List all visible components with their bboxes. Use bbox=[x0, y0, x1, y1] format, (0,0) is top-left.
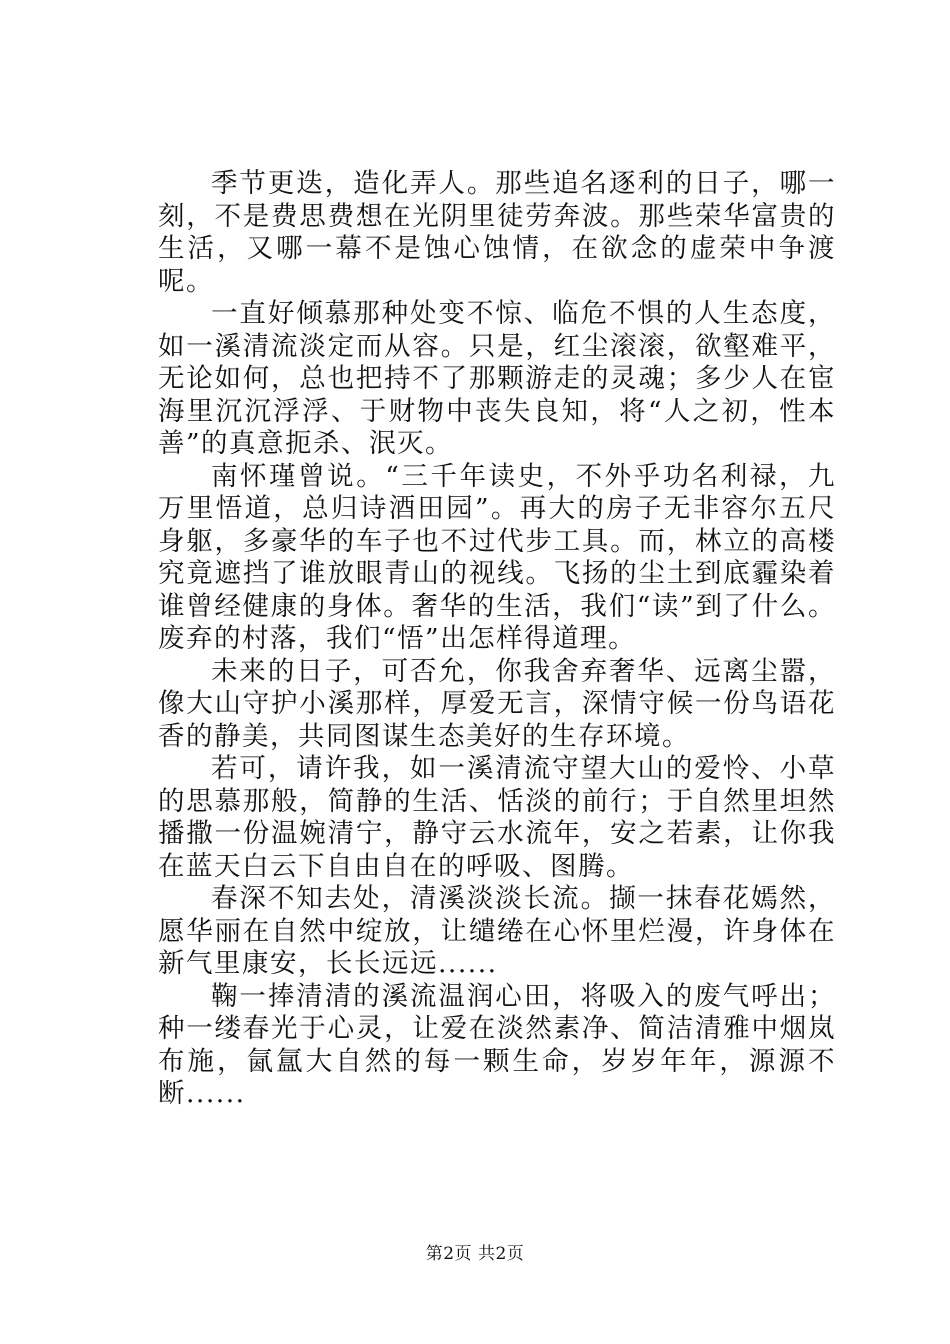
paragraph-5: 若可，请许我，如一溪清流守望大山的爱怜、小草的思慕那般，简静的生活、恬淡的前行；于自然里坦然播撒一份温婉清宁，静守云水流年，安之若素，让你我在蓝天白云下自由自在的呼吸、图腾。 bbox=[158, 753, 836, 882]
page-number-label: 第2页 共2页 bbox=[425, 1244, 525, 1264]
paragraph-7: 鞠一捧清清的溪流温润心田，将吸入的废气呼出；种一缕春光于心灵，让爱在淡然素净、简洁清雅中烟岚布施，氤氲大自然的每一颗生命，岁岁年年，源源不断...... bbox=[158, 980, 836, 1109]
document-body bbox=[158, 168, 836, 1111]
paragraph-3: 南怀瑾曾说。“三千年读史，不外乎功名利禄，九万里悟道，总归诗酒田园”。再大的房子无非容尔五尺身躯，多豪华的车子也不过代步工具。而，林立的高楼究竟遮挡了谁放眼青山的视线。飞扬的尘土到底霾染着谁曾经健康的身体。奢华的生活，我们“读”到了什么。废弃的村落，我们“悟”出怎样得道理。 bbox=[158, 460, 836, 654]
paragraph-6: 春深不知去处，清溪淡淡长流。撷一抹春花嫣然，愿华丽在自然中绽放，让缱绻在心怀里烂漫，许身体在新气里康安，长长远远...... bbox=[158, 883, 836, 979]
paragraph-2: 一直好倾慕那种处变不惊、临危不惧的人生态度，如一溪清流淡定而从容。只是，红尘滚滚，欲壑难平，无论如何，总也把持不了那颗游走的灵魂；多少人在宦海里沉沉浮浮、于财物中丧失良知，将“人之初，性本善”的真意扼杀、泯灭。 bbox=[158, 298, 836, 459]
paragraph-1: 季节更迭，造化弄人。那些追名逐利的日子，哪一刻，不是费思费想在光阴里徒劳奔波。那些荣华富贵的生活，又哪一幕不是蚀心蚀情，在欲念的虚荣中争渡呢。 bbox=[158, 168, 836, 297]
paragraph-4: 未来的日子，可否允，你我舍弃奢华、远离尘嚣，像大山守护小溪那样，厚爱无言，深情守候一份鸟语花香的静美，共同图谋生态美好的生存环境。 bbox=[158, 655, 836, 752]
page-footer bbox=[0, 1243, 950, 1265]
